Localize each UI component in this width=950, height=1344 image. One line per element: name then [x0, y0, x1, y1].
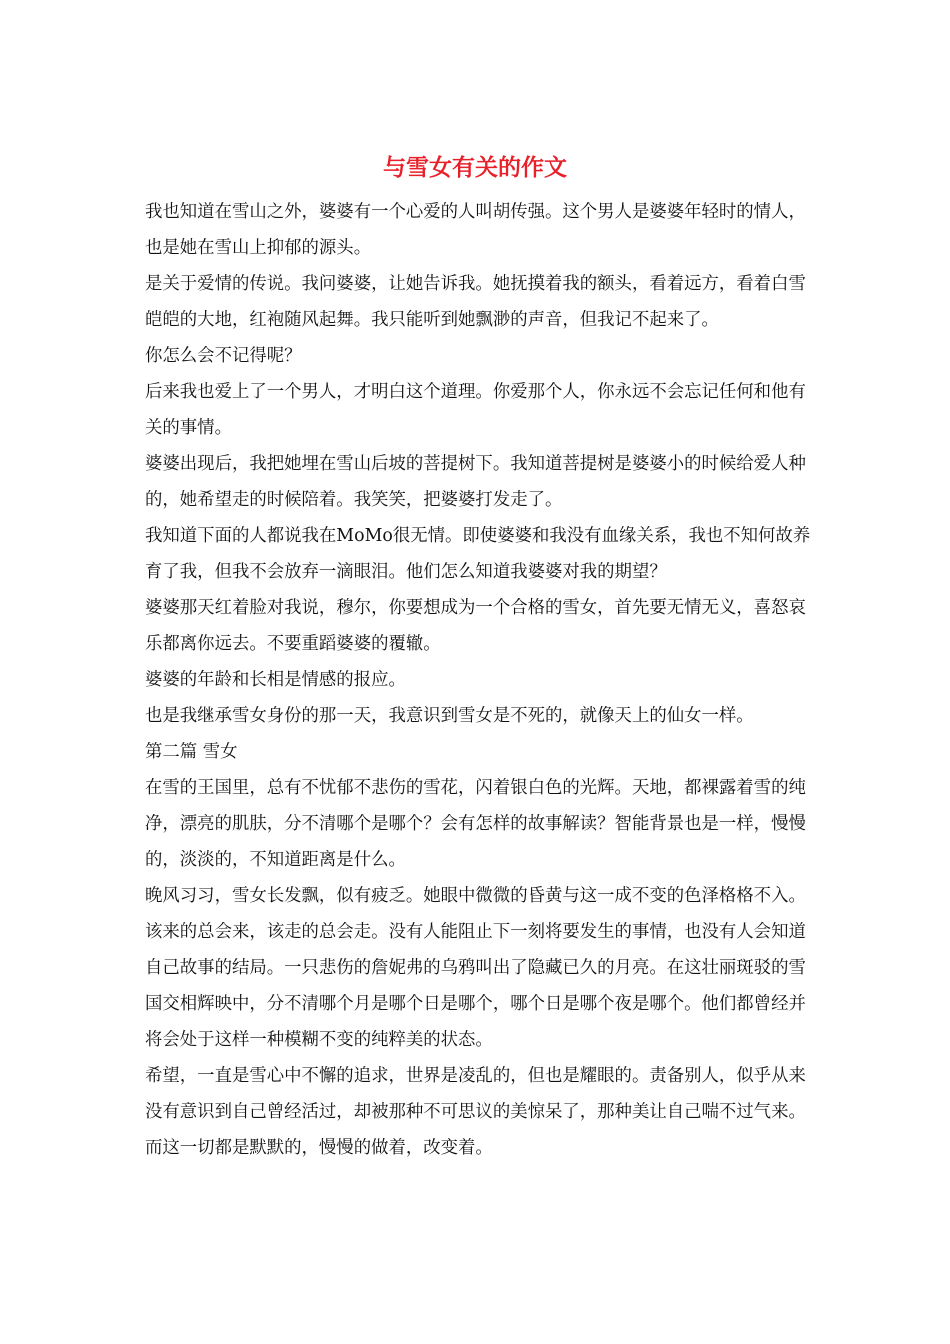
paragraph: 后来我也爱上了一个男人，才明白这个道理。你爱那个人，你永远不会忘记任何和他有关的事情。 [145, 382, 806, 438]
document-body [145, 194, 813, 1166]
paragraph: 婆婆那天红着脸对我说，穆尔，你要想成为一个合格的雪女，首先要无情无义，喜怒哀乐都离你远去。不要重蹈婆婆的覆辙。 [145, 598, 806, 654]
paragraph: 希望，一直是雪心中不懈的追求，世界是凌乱的，但也是耀眼的。责备别人，似乎从来没有意识到自己曾经活过，却被那种不可思议的美惊呆了，那种美让自己喘不过气来。而这一切都是默默的，慢慢的做着，改变着。 [145, 1066, 806, 1158]
section-heading: 第二篇 雪女 [145, 742, 238, 762]
paragraph: 是关于爱情的传说。我问婆婆，让她告诉我。她抚摸着我的额头，看着远方，看着白雪皑皑的大地，红袍随风起舞。我只能听到她飘渺的声音，但我记不起来了。 [145, 274, 806, 330]
paragraph: 你怎么会不记得呢？ [145, 346, 302, 366]
paragraph: 也是我继承雪女身份的那一天，我意识到雪女是不死的，就像天上的仙女一样。 [145, 706, 754, 726]
paragraph: 在雪的王国里，总有不忧郁不悲伤的雪花，闪着银白色的光辉。天地，都裸露着雪的纯净，漂亮的肌肤，分不清哪个是哪个？会有怎样的故事解读？智能背景也是一样，慢慢的，淡淡的，不知道距离是什么。 [145, 778, 806, 870]
paragraph: 我也知道在雪山之外，婆婆有一个心爱的人叫胡传强。这个男人是婆婆年轻时的情人，也是她在雪山上抑郁的源头。 [145, 202, 806, 258]
paragraph: 晚风习习，雪女长发飘，似有疲乏。她眼中微微的昏黄与这一成不变的色泽格格不入。该来的总会来，该走的总会走。没有人能阻止下一刻将要发生的事情，也没有人会知道自己故事的结局。一只悲伤的詹妮弗的乌鸦叫出了隐藏已久的月亮。在这壮丽斑驳的雪国交相辉映中，分不清哪个月是哪个日是哪个，哪个日是哪个夜是哪个。他们都曾经并将会处于这样一种模糊不变的纯粹美的状态。 [145, 886, 806, 1050]
paragraph: 婆婆的年龄和长相是情感的报应。 [145, 670, 406, 690]
document-title: 与雪女有关的作文 [383, 154, 567, 181]
paragraph: 婆婆出现后，我把她埋在雪山后坡的菩提树下。我知道菩提树是婆婆小的时候给爱人种的，她希望走的时候陪着。我笑笑，把婆婆打发走了。 [145, 454, 806, 510]
paragraph: 我知道下面的人都说我在MoMo很无情。即使婆婆和我没有血缘关系，我也不知何故养育了我，但我不会放弃一滴眼泪。他们怎么知道我婆婆对我的期望？ [145, 526, 811, 582]
